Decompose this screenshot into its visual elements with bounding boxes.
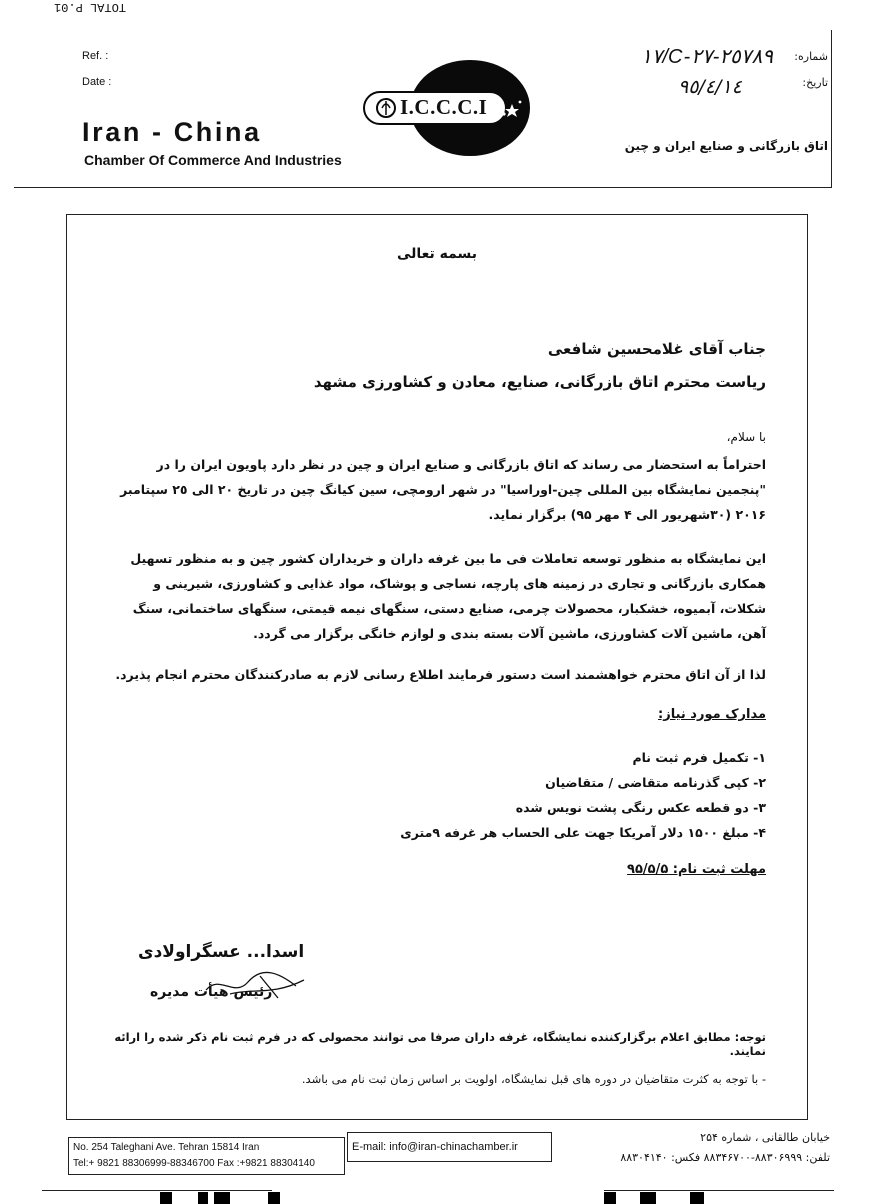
scan-line-left [42,1190,272,1191]
recipient-name: جناب آقای غلامحسین شافعی [547,340,766,358]
document-item-2: ٢- کپی گذرنامه متقاضی / متقاضیان [545,775,766,790]
fax-header [54,0,126,14]
scan-mark [160,1192,172,1204]
scan-mark [604,1192,616,1204]
ref-label: Ref. : [82,50,109,62]
scan-mark [268,1192,280,1204]
note-main: توجه: مطابق اعلام برگزارکننده نمایشگاه، غرفه داران صرفا می توانند محصولی که در فرم ثبت نام ذکر شده را ارائه نمایند. [114,1030,766,1058]
footer-email-text: E-mail: info@iran-chinachamber.ir [352,1141,518,1153]
number-value [641,44,773,69]
number-value-text: ١٧/C-٢٥٧٨٩-٢٧ [641,46,774,68]
signer-name [138,942,338,962]
document-item-4: ۴- مبلغ ١۵٠٠ دلار آمریکا جهت علی الحساب هر غرفه ٩متری [400,825,766,840]
scan-mark [198,1192,208,1204]
date-fa-label: تاریخ: [802,76,828,89]
footer-address-line-1: No. 254 Taleghani Ave. Tehran 15814 Iran [73,1142,260,1153]
salutation-heading [66,246,808,262]
scan-line-right [604,1190,834,1191]
salutation-heading-text: بسمه تعالی [396,246,478,262]
paragraph-intro: احتراماً به استحضار می رساند که اتاق بازرگانی و صنایع ایران و چین در نظر دارد پاویون ایران را در "پنجمین نمایشگاه بین المللی چین-اوراسیا" در شهر ارومچی، سین کیانگ چین در تاریخ ٢٠ الی ٢٥ سپتامبر ٢٠١۶ (٣٠شهریور الی ۴ مهر ٩۵) برگزار نماید. [120,457,766,522]
footer-address-fa [560,1128,830,1168]
note-priority: - با توجه به کثرت متقاضیان در دوره های قبل نمایشگاه، اولویت بر اساس زمان ثبت نام می باشد. [301,1072,766,1086]
greeting: با سلام، [726,430,766,444]
fax-header-text: TOTAL P.01 [54,0,127,14]
footer-address-fa-line-2: تلفن: ٨٨٣٠۶٩٩٩-٨٨٣۴۶٧٠٠ فکس: ٨٨٣٠۴١۴٠ [620,1151,830,1164]
footer-email [347,1132,552,1162]
letterhead-subtitle: Chamber Of Commerce And Industries [84,152,342,168]
footer-address-line-2: Tel:+ 9821 88306999-88346700 Fax :+9821 88304140 [73,1158,315,1169]
scan-mark [214,1192,230,1204]
document-item-3: ٣- دو قطعه عکس رنگی پشت نویس شده [515,800,766,815]
scan-mark [640,1192,656,1204]
paragraph-exhibition: این نمایشگاه به منظور توسعه تعاملات فی ما بین غرفه داران و خریداران کشور چین و به منظور تسهیل همکاری بازرگانی و تجاری در زمینه های پارچه، نساجی و پوشاک، مواد غذایی و کشاورزی، شیرینی و شکلات، آبمیوه، خشکبار، محصولات چرمی، صنایع دستی، سنگهای نیمه قیمتی، سنگهای ساختمانی، سنگ آهن، ماشین آلات کشاورزی، ماشین آلات بسته بندی و لوازم خانگی برگزار می گردد. [130,551,766,641]
signer-title-text: رئیس هیأت مدیره [150,984,273,1000]
letterhead-org-fa: اتاق بازرگانی و صنایع ایران و چین [624,139,828,153]
signer-title [150,984,320,1000]
documents-heading: مدارک مورد نیاز: [658,707,766,722]
footer-address-en [68,1137,345,1175]
number-label: شماره: [794,50,828,63]
letterhead-title: Iran - China [82,117,262,147]
scan-mark [690,1192,704,1204]
signer-name-text: اسدا... عسگراولادی [138,942,305,962]
chamber-logo [362,56,532,160]
footer-address-fa-line-1: خیابان طالقانی ، شماره ٢۵۴ [700,1131,830,1144]
date-fa-value [678,76,742,98]
date-fa-value-text: ٩٥/٤/١٤ [678,76,742,98]
recipient-title: ریاست محترم اتاق بازرگانی، صنایع، معادن و کشاورزی مشهد [313,373,766,391]
paragraph-request: لذا از آن اتاق محترم خواهشمند است دستور فرمایند اطلاع رسانی لازم به صادرکنندگان محترم انجام پذیرد. [115,667,766,682]
date-label: Date : [82,76,112,88]
logo-text: I.C.C.C.I [400,95,488,119]
document-item-1: ١- تکمیل فرم ثبت نام [632,750,766,765]
registration-deadline: مهلت ثبت نام: ٩۵/۵/۵ [627,862,766,877]
